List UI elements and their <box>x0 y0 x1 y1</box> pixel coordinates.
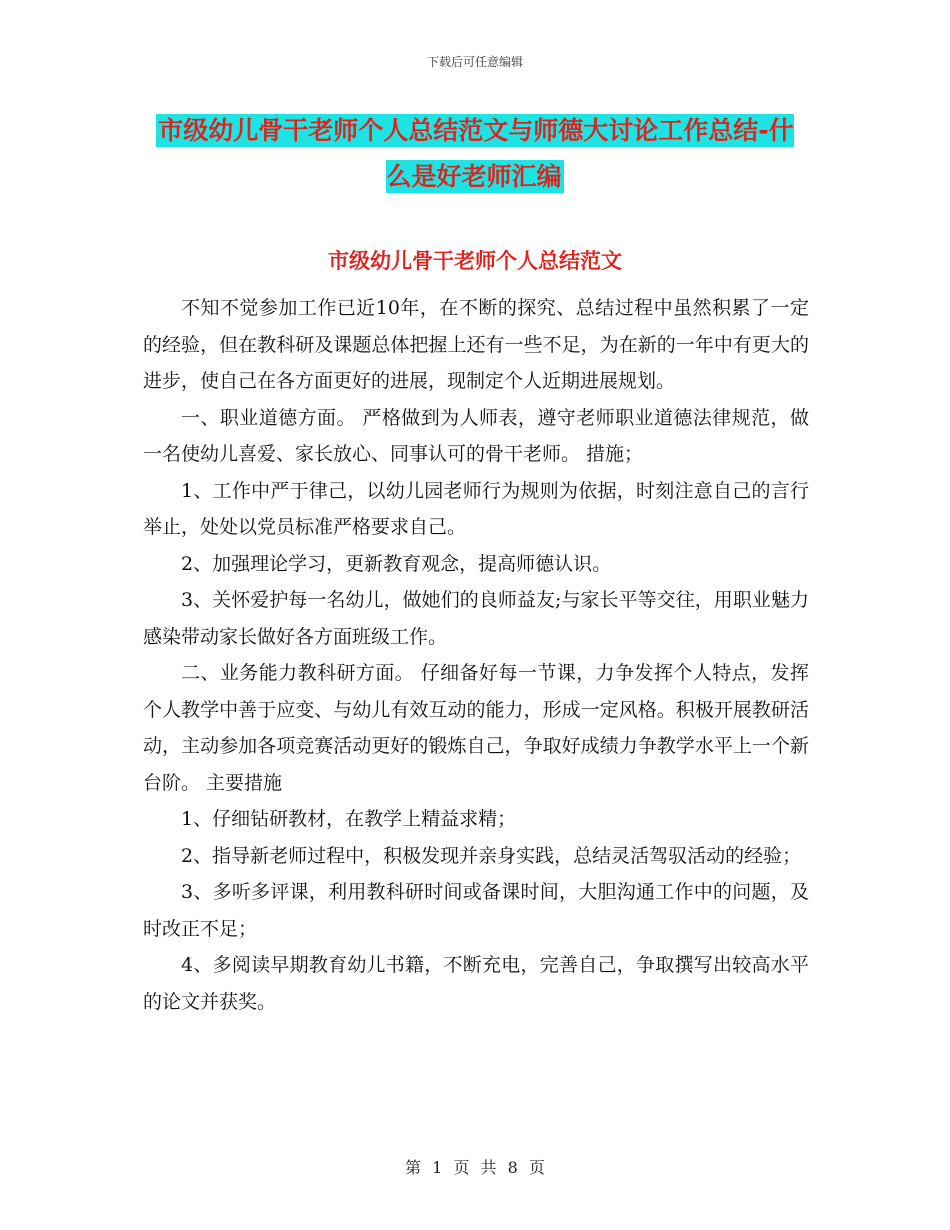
paragraph: 3、关怀爱护每一名幼儿，做她们的良师益友;与家长平等交往，用职业魅力感染带动家长做好各方面班级工作。 <box>143 589 809 648</box>
paragraph: 1、仔细钻研教材，在教学上精益求精； <box>181 808 517 830</box>
document-title-text: 市级幼儿骨干老师个人总结范文与师德大讨论工作总结-什么是好老师汇编 <box>158 116 794 191</box>
document-title <box>150 108 800 200</box>
paragraph: 不知不觉参加工作已近10年，在不断的探究、总结过程中虽然积累了一定的经验，但在教科研及课题总体把握上还有一些不足，为在新的一年中有更大的进步，使自己在各方面更好的进展，现制定个人近期进展规划。 <box>143 297 809 392</box>
page-footer: 第 1 页 共 8 页 <box>405 1158 545 1177</box>
header-note: 下载后可任意编辑 <box>426 55 523 69</box>
document-body <box>143 290 809 1020</box>
section-title: 市级幼儿骨干老师个人总结范文 <box>328 249 622 273</box>
paragraph: 一、职业道德方面。 严格做到为人师表，遵守老师职业道德法律规范，做一名使幼儿喜爱、家长放心、同事认可的骨干老师。 措施； <box>143 406 809 465</box>
paragraph: 4、多阅读早期教育幼儿书籍，不断充电，完善自己，争取撰写出较高水平的论文并获奖。 <box>143 954 809 1013</box>
paragraph: 2、指导新老师过程中，积极发现并亲身实践，总结灵活驾驭活动的经验； <box>181 844 802 867</box>
paragraph: 二、业务能力教科研方面。 仔细备好每一节课，力争发挥个人特点，发挥个人教学中善于应变、与幼儿有效互动的能力，形成一定风格。积极开展教研活动，主动参加各项竞赛活动更好的锻炼自己，争取好成绩力争教学水平上一个新台阶。 主要措施 <box>143 662 809 794</box>
paragraph: 1、工作中严于律己，以幼儿园老师行为规则为依据，时刻注意自己的言行举止，处处以党员标准严格要求自己。 <box>143 479 809 538</box>
paragraph: 2、加强理论学习，更新教育观念，提高师德认识。 <box>181 552 612 575</box>
paragraph: 3、多听多评课，利用教科研时间或备课时间，大胆沟通工作中的问题，及时改正不足； <box>143 881 809 940</box>
